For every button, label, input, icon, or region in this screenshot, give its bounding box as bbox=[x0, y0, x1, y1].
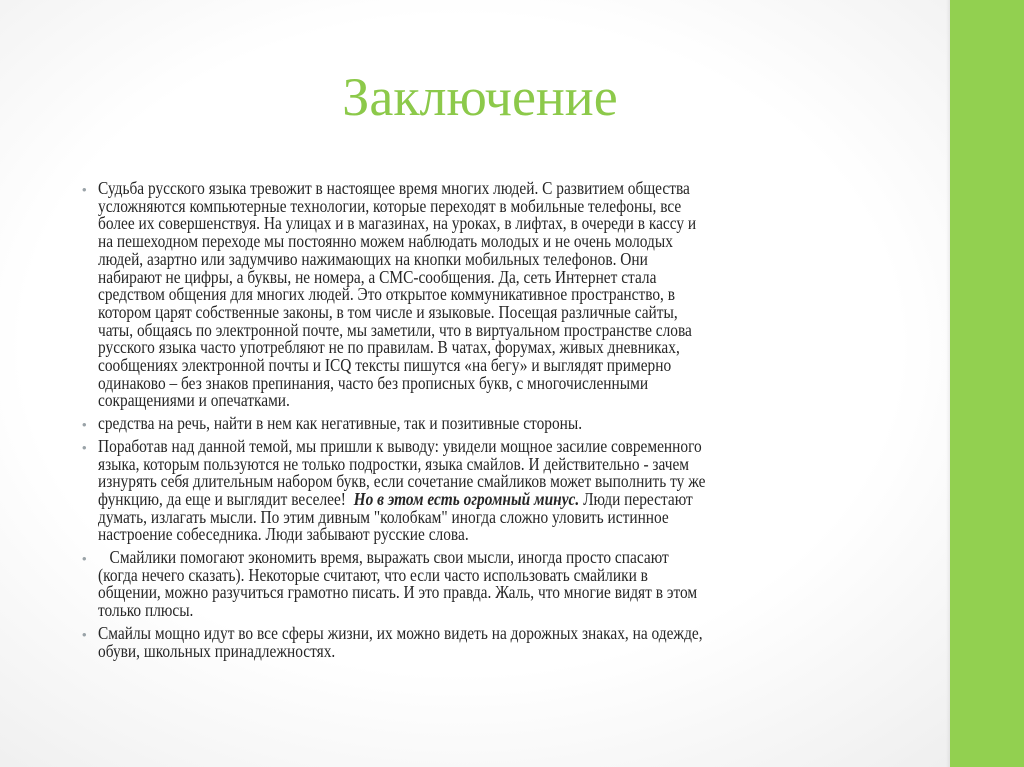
text-line: средства на речь, найти в нем как негативные, так и позитивные стороны. bbox=[98, 413, 583, 434]
text-segment: функцию, да еще и выглядит веселее! bbox=[98, 488, 354, 509]
text-line: думать, излагать мысли. По этим дивным "колобкам" иногда сложно уловить истинное bbox=[98, 506, 669, 527]
bullet-icon: • bbox=[82, 439, 87, 455]
slide-content bbox=[82, 180, 942, 665]
text-line: только плюсы. bbox=[98, 600, 194, 621]
text-line: людей, азартно или задумчиво нажимающих на кнопки мобильных телефонов. Они bbox=[98, 248, 648, 269]
text-line: общении, можно разучиться грамотно писать. И это правда. Жаль, что многие видят в этом bbox=[98, 582, 698, 603]
text-line: средством общения для многих людей. Это открытое коммуникативное пространство, в bbox=[98, 284, 676, 305]
text-line: Смайлики помогают экономить время, выражать свои мысли, иногда просто спасают bbox=[98, 547, 669, 568]
text-line: языка, которым пользуются не только подростки, языка смайлов. И действительно - зачем bbox=[98, 453, 690, 474]
text-line: на пешеходном переходе мы постоянно можем наблюдать молодых и не очень молодых bbox=[98, 231, 673, 252]
text-line: обуви, школьных принадлежностях. bbox=[98, 640, 336, 661]
text-line: чаты, общаясь по электронной почте, мы заметили, что в виртуальном пространстве слова bbox=[98, 319, 692, 340]
text-segment: Люди перестают bbox=[579, 488, 693, 509]
bullet-icon: • bbox=[82, 182, 87, 197]
accent-bar bbox=[950, 0, 1024, 767]
bullet-icon: • bbox=[82, 417, 87, 433]
bullet-item bbox=[82, 549, 942, 620]
bullet-item bbox=[82, 435, 942, 545]
text-line: усложняются компьютерные технологии, которые переходят в мобильные телефоны, все bbox=[98, 195, 682, 216]
text-line: русского языка часто употребляют не по правилам. В чатах, форумах, живых дневниках, bbox=[98, 337, 680, 358]
bullet-item bbox=[82, 415, 942, 433]
text-line: Смайлы мощно идут во все сферы жизни, их можно видеть на дорожных знаках, на одежде, bbox=[98, 622, 703, 643]
text-line: (когда нечего сказать). Некоторые считают, что если часто использовать смайлики в bbox=[98, 564, 648, 585]
bullet-item bbox=[82, 180, 942, 410]
text-line: более их совершенствуя. На улицах и в магазинах, на уроках, в лифтах, в очереди в кассу и bbox=[98, 213, 697, 234]
bullet-icon: • bbox=[82, 551, 87, 567]
bullet-item bbox=[82, 622, 942, 661]
text-line: сообщениях электронной почты и ICQ тексты пишутся «на бегу» и выглядят примерно bbox=[98, 355, 672, 376]
text-line: котором царят собственные законы, в том числе и языковые. Посещая различные сайты, bbox=[98, 301, 678, 322]
text-line: сокращениями и опечатками. bbox=[98, 390, 290, 411]
emphasis-text: Но в этом есть огромный минус. bbox=[353, 488, 580, 509]
bullet-icon: • bbox=[82, 626, 87, 642]
text-line: одинаково – без знаков препинания, часто без прописных букв, с многочисленными bbox=[98, 372, 649, 393]
slide-title: Заключение bbox=[342, 67, 618, 127]
text-line: набирают не цифры, а буквы, не номера, а СМС-сообщения. Да, сеть Интернет стала bbox=[98, 266, 657, 287]
text-line: Поработав над данной темой, мы пришли к выводу: увидели мощное засилие современного bbox=[98, 435, 702, 456]
text-line: Судьба русского языка тревожит в настоящее время многих людей. С развитием общества bbox=[98, 178, 690, 198]
text-line: изнурять себя длительным набором букв, если сочетание смайликов может выполнить ту же bbox=[98, 471, 706, 492]
text-line: настроение собеседника. Люди забывают русские слова. bbox=[98, 524, 469, 545]
